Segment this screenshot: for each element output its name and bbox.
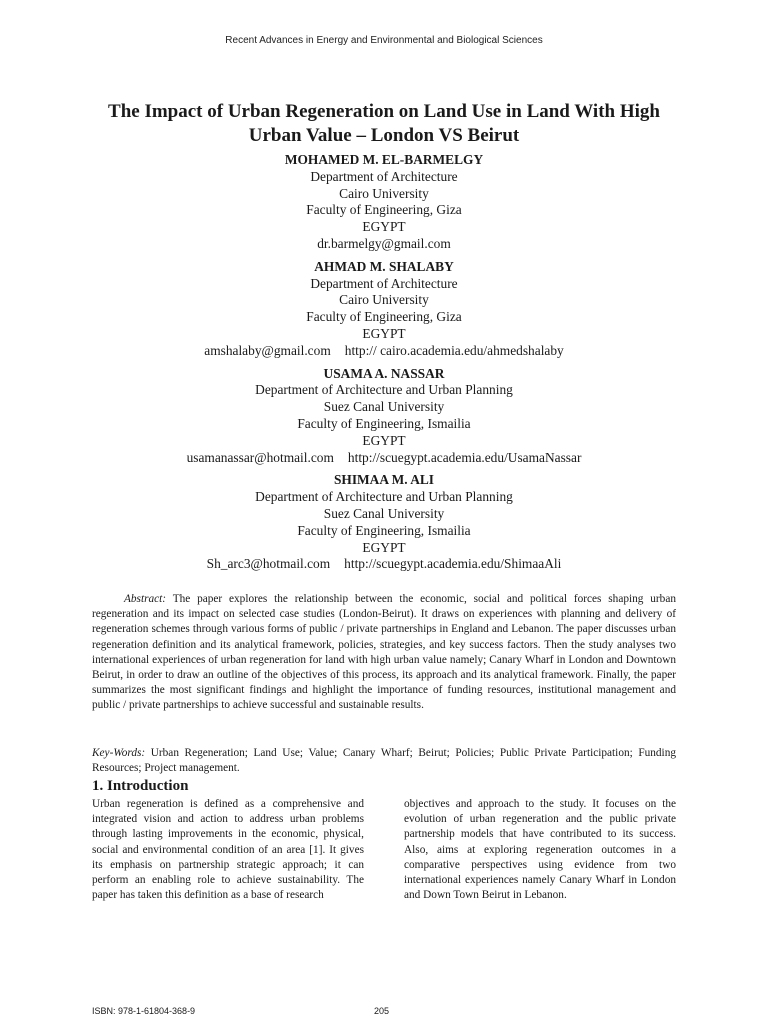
author-faculty: Faculty of Engineering, Giza: [306, 309, 462, 325]
author-url[interactable]: http://scuegypt.academia.edu/ShimaaAli: [344, 556, 562, 572]
abstract-label: Abstract:: [124, 593, 167, 605]
paper-title: The Impact of Urban Regeneration on Land Use in Land With High Urban Value – London VS Beirut: [108, 101, 660, 146]
page-number: 205: [374, 1006, 390, 1016]
author-university: Suez Canal University: [323, 399, 445, 415]
author-contact: [0, 556, 768, 573]
author-faculty: Faculty of Engineering, Ismailia: [297, 415, 471, 431]
author-country: EGYPT: [362, 432, 406, 448]
author-block: [0, 366, 768, 467]
author-block: [0, 472, 768, 573]
author-country: EGYPT: [362, 219, 406, 235]
author-block: [0, 152, 768, 253]
author-url[interactable]: http://scuegypt.academia.edu/UsamaNassar: [347, 449, 582, 465]
author-name: SHIMAA M. ALI: [333, 472, 435, 488]
author-university: Suez Canal University: [323, 505, 445, 521]
author-email[interactable]: Sh_arc3@hotmail.com: [206, 556, 331, 572]
author-email[interactable]: dr.barmelgy@gmail.com: [317, 235, 451, 251]
running-header: Recent Advances in Energy and Environmental and Biological Sciences: [225, 35, 543, 46]
author-university: Cairo University: [339, 185, 429, 201]
author-faculty: Faculty of Engineering, Giza: [306, 202, 462, 218]
author-url[interactable]: http:// cairo.academia.edu/ahmedshalaby: [344, 342, 564, 358]
author-department: Department of Architecture: [310, 168, 458, 184]
author-block: [0, 259, 768, 360]
author-department: Department of Architecture: [310, 275, 458, 291]
author-university: Cairo University: [339, 292, 429, 308]
author-country: EGYPT: [362, 539, 406, 555]
intro-column-left: Urban regeneration is defined as a comprehensive and integrated vision and action to address urban problems through lasting improvements in the economic, physical, social and environmental condition of an area [1]. It gives its emphasis on partnership strategic approach; it can perform an enabling role to achieve sustainability. The paper has taken this definition as a base of research: [92, 798, 364, 902]
intro-column-right: objectives and approach to the study. It focuses on the evolution of urban regeneration and the public private partnership models that have contributed to its success. Also, aims at exploring regeneration outcomes in a comparative perspectives using evidence from two international experiences namely Canary Wharf in London and Down Town Beirut in Lebanon.: [404, 798, 676, 902]
author-contact: [0, 450, 768, 467]
author-list: [0, 152, 768, 579]
keywords-text: Urban Regeneration; Land Use; Value; Canary Wharf; Beirut; Policies; Public Private Participation; Funding Resources; Project management.: [92, 747, 676, 775]
author-name: MOHAMED M. EL-BARMELGY: [284, 152, 484, 167]
author-contact: [0, 343, 768, 360]
author-contact: [0, 236, 768, 253]
footer-isbn: ISBN: 978-1-61804-368-9: [92, 1006, 196, 1016]
author-department: Department of Architecture and Urban Planning: [255, 382, 513, 398]
keywords: [92, 746, 676, 776]
author-name: USAMA A. NASSAR: [323, 365, 445, 381]
keywords-label: Key-Words:: [92, 747, 146, 759]
author-email[interactable]: usamanassar@hotmail.com: [186, 449, 334, 465]
author-department: Department of Architecture and Urban Planning: [255, 489, 513, 505]
abstract-text: The paper explores the relationship between the economic, social and political forces shaping urban regeneration and its impact on selected case studies (London-Beirut). It draws on experiences with planning and delivery of regeneration schemes through various forms of public / private partnerships in England and Lebanon. The paper discusses urban regeneration definition and its analytical framework, policies, strategies, and key success factors. Then the study analyses two international experiences of urban regeneration for land with high urban value namely; Canary Wharf in London and Downtown Beirut, in order to draw an outline of the objectives of this process, its approach and its analytical framework. Finally, the paper summarizes the most significant findings and highlight the importance of funding resources, institutional management and public / private partnerships to achieve successful and sustainable results.: [92, 593, 676, 712]
abstract-paragraph: [92, 592, 676, 714]
author-name: AHMAD M. SHALABY: [314, 258, 454, 274]
section-heading-introduction: 1. Introduction: [92, 778, 189, 794]
author-country: EGYPT: [362, 325, 406, 341]
abstract: [92, 592, 676, 714]
author-email[interactable]: amshalaby@gmail.com: [204, 342, 331, 358]
author-faculty: Faculty of Engineering, Ismailia: [297, 522, 471, 538]
